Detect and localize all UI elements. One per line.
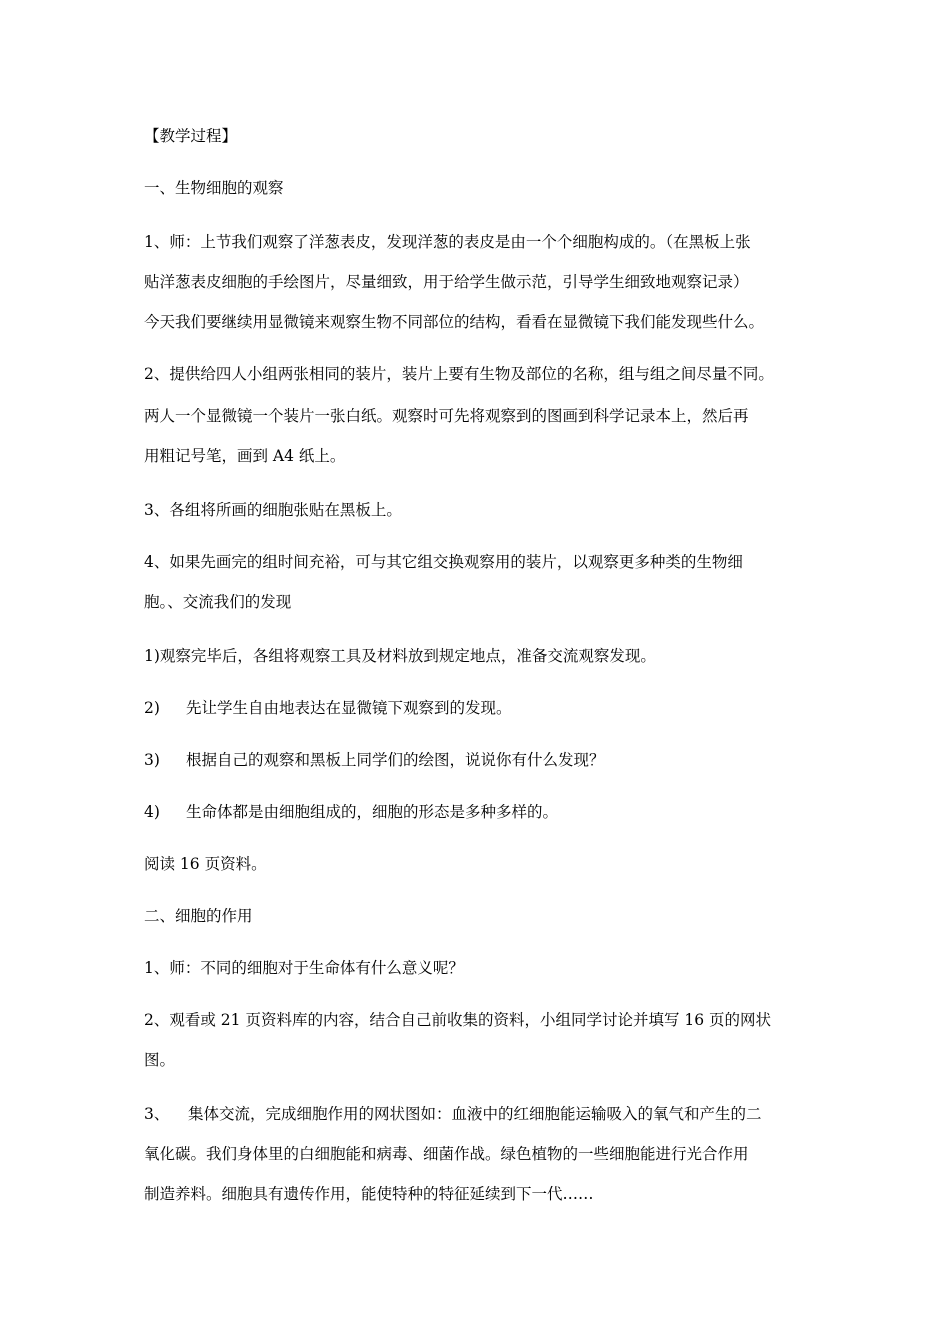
section-2-paragraph-1: 1、师：不同的细胞对于生命体有什么意义呢？ — [144, 959, 464, 977]
section-1-title: 一、生物细胞的观察 — [144, 179, 284, 197]
section-2-paragraph-2-line-1: 2、观看或 21 页资料库的内容，结合自己前收集的资料，小组同学讨论并填写 16 页的网状 — [144, 1011, 772, 1029]
list-item-2 — [144, 698, 512, 718]
paragraph-1-line-2: 贴洋葱表皮细胞的手绘图片，尽量细致，用于给学生做示范，引导学生细致地观察记录） — [144, 273, 749, 291]
list-item-3-number: 3) — [144, 751, 160, 769]
list-item-1: 1)观察完毕后，各组将观察工具及材料放到规定地点，准备交流观察发现。 — [144, 647, 656, 665]
list-item-4 — [144, 802, 558, 822]
list-item-2-number: 2) — [144, 699, 160, 717]
lesson-heading: 【教学过程】 — [144, 127, 238, 145]
list-item-4-number: 4) — [144, 803, 160, 821]
section-2-paragraph-2-line-2: 图。 — [144, 1051, 176, 1069]
paragraph-2-line-2: 两人一个显微镜一个装片一张白纸。观察时可先将观察到的图画到科学记录本上，然后再 — [144, 407, 749, 425]
reading-note: 阅读 16 页资料。 — [144, 855, 267, 873]
section-2-paragraph-3-line-2: 氧化碳。我们身体里的白细胞能和病毒、细菌作战。绿色植物的一些细胞能进行光合作用 — [144, 1145, 749, 1163]
list-item-2-text: 先让学生自由地表达在显微镜下观察到的发现。 — [186, 699, 512, 717]
paragraph-2-line-1: 2、提供给四人小组两张相同的装片，装片上要有生物及部位的名称，组与组之间尽量不同。 — [144, 365, 774, 383]
paragraph-4-line-1: 4、如果先画完的组时间充裕，可与其它组交换观察用的装片，以观察更多种类的生物细 — [144, 553, 743, 571]
paragraph-2-line-3: 用粗记号笔，画到 A4 纸上。 — [144, 447, 346, 465]
section-2-paragraph-3-line-3: 制造养料。细胞具有遗传作用，能使特种的特征延续到下一代…… — [144, 1185, 594, 1203]
list-item-3-text: 根据自己的观察和黑板上同学们的绘图，说说你有什么发现？ — [186, 751, 605, 769]
list-item-3 — [144, 750, 605, 770]
section-2-paragraph-3-text: 集体交流，完成细胞作用的网状图如：血液中的红细胞能运输吸入的氧气和产生的二 — [188, 1105, 762, 1123]
paragraph-3: 3、各组将所画的细胞张贴在黑板上。 — [144, 501, 402, 519]
list-item-4-text: 生命体都是由细胞组成的，细胞的形态是多种多样的。 — [186, 803, 559, 821]
section-2-title: 二、细胞的作用 — [144, 907, 253, 925]
paragraph-4-line-2: 胞。、交流我们的发现 — [144, 593, 292, 611]
section-2-paragraph-3-number: 3、 — [144, 1105, 170, 1123]
paragraph-1-line-1: 1、师：上节我们观察了洋葱表皮，发现洋葱的表皮是由一个个细胞构成的。（在黑板上张 — [144, 233, 751, 251]
section-2-paragraph-3-line-1 — [144, 1104, 762, 1124]
paragraph-1-line-3: 今天我们要继续用显微镜来观察生物不同部位的结构，看看在显微镜下我们能发现些什么。 — [144, 313, 765, 331]
